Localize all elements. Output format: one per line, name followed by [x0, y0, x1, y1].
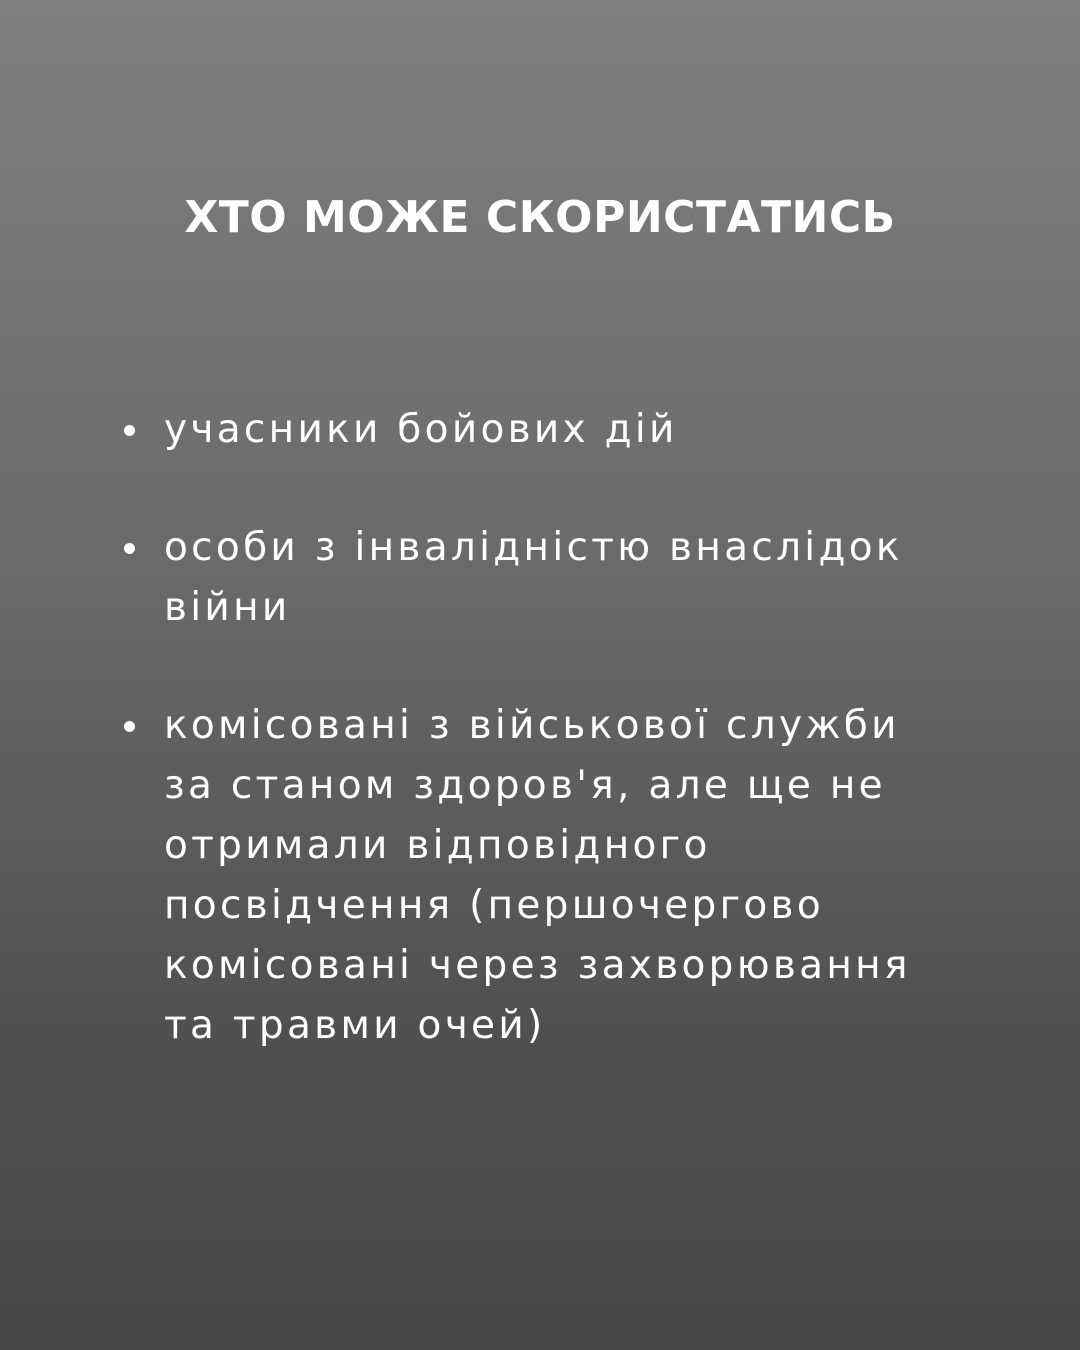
eligibility-list — [124, 400, 984, 1114]
bullet-icon — [124, 543, 135, 554]
list-item-text: учасники бойових дій — [164, 407, 678, 452]
list-item-text: особи з інвалідністю внаслідок війни — [164, 525, 903, 630]
slide-title: ХТО МОЖЕ СКОРИСТАТИСЬ — [184, 192, 896, 243]
list-item-text: комісовані з військової служби за станом здоров'я, але ще не отримали відповідного посвідчення (першочергово комісовані через захворювання та травми очей) — [164, 703, 911, 1048]
list-item — [124, 696, 984, 1056]
list-item — [124, 518, 984, 638]
bullet-icon — [124, 721, 135, 732]
bullet-icon — [124, 425, 135, 436]
list-item — [124, 400, 984, 460]
